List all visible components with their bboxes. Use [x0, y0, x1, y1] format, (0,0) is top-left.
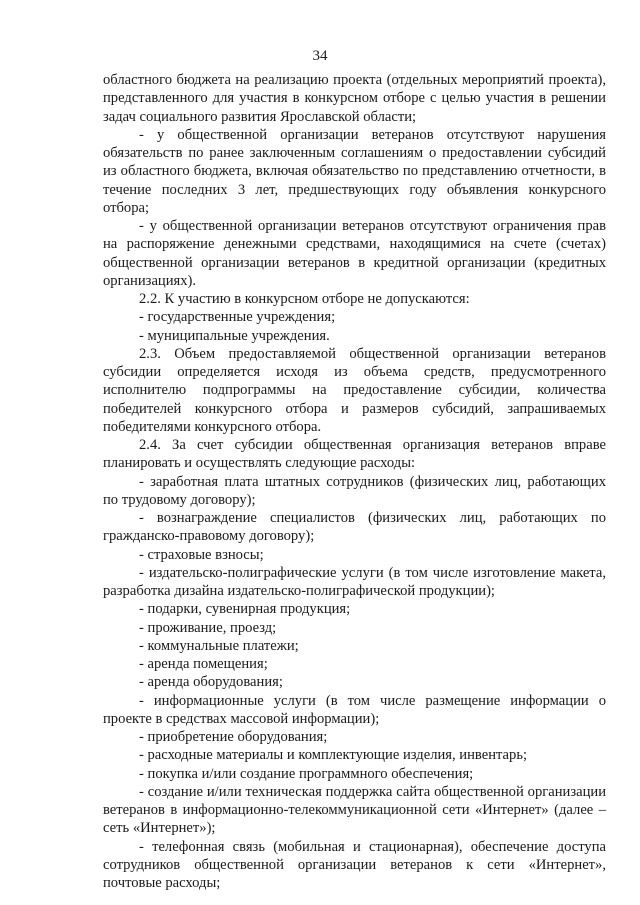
list-item-municipal-institutions: - муниципальные учреждения. — [139, 327, 330, 344]
list-item-no-violations: - у общественной организации ветеранов отсутствуют нарушения обязательств по ранее заключенным соглашениям о предоставлении субсидий из областного бюджета, включая обязательство по представлению отчетности, в течение последних 3 лет, предшествующих году объявления конкурсного отбора; — [103, 126, 606, 216]
clause-2-3: 2.3. Объем предоставляемой общественной организации ветеранов субсидии определяется исходя из объема средств, предусмотренного исполнителю подпрограммы на предоставление субсидии, количества победителей конкурсного отбора и размеров субсидий, запрашиваемых победителями конкурсного отбора. — [103, 345, 606, 435]
document-body — [103, 71, 606, 892]
expense-item-utilities: - коммунальные платежи; — [139, 637, 299, 654]
expense-item-travel: - проживание, проезд; — [139, 619, 277, 636]
expense-item-specialists: - вознаграждение специалистов (физических лиц, работающих по гражданско-правовому договору); — [103, 510, 606, 545]
expense-item-software: - покупка и/или создание программного обеспечения; — [139, 765, 474, 782]
expense-item-telecom: - телефонная связь (мобильная и стационарная), обеспечение доступа сотрудников общественной организации ветеранов к сети «Интернет», почтовые расходы; — [103, 838, 606, 891]
expense-item-information-services: - информационные услуги (в том числе размещение информации о проекте в средствах массовой информации); — [103, 692, 606, 727]
paragraph-continuation: областного бюджета на реализацию проекта (отдельных мероприятий проекта), представленного для участия в конкурсном отборе с целью участия в решении задач социального развития Ярославской области; — [103, 72, 606, 125]
expense-item-website: - создание и/или техническая поддержка сайта общественной организации ветеранов в информационно-телекоммуникационной сети «Интернет» (далее – сеть «Интернет»); — [103, 783, 606, 837]
list-item-state-institutions: - государственные учреждения; — [139, 309, 336, 326]
expense-item-printing: - издательско-полиграфические услуги (в том числе изготовление макета, разработка дизайна издательско-полиграфической продукции); — [103, 564, 606, 599]
expense-item-equipment-rent: - аренда оборудования; — [139, 674, 283, 691]
expense-item-materials: - расходные материалы и комплектующие изделия, инвентарь; — [139, 747, 528, 764]
clause-2-2: 2.2. К участию в конкурсном отборе не допускаются: — [139, 291, 470, 307]
expense-item-gifts: - подарки, сувенирная продукция; — [139, 601, 351, 618]
expense-item-insurance: - страховые взносы; — [139, 546, 264, 563]
page-number: 34 — [312, 48, 328, 64]
expense-item-equipment-purchase: - приобретение оборудования; — [139, 729, 328, 745]
list-item-no-restrictions: - у общественной организации ветеранов отсутствуют ограничения прав на распоряжение денежными средствами, находящимися на счете (счетах) общественной организации ветеранов в кредитной организации (кредитных организациях). — [103, 218, 606, 289]
clause-2-4: 2.4. За счет субсидии общественная организация ветеранов вправе планировать и осуществлять следующие расходы: — [103, 437, 606, 472]
expense-item-salary: - заработная плата штатных сотрудников (физических лиц, работающих по трудовому договору); — [103, 473, 606, 508]
expense-item-premises-rent: - аренда помещения; — [139, 656, 268, 672]
